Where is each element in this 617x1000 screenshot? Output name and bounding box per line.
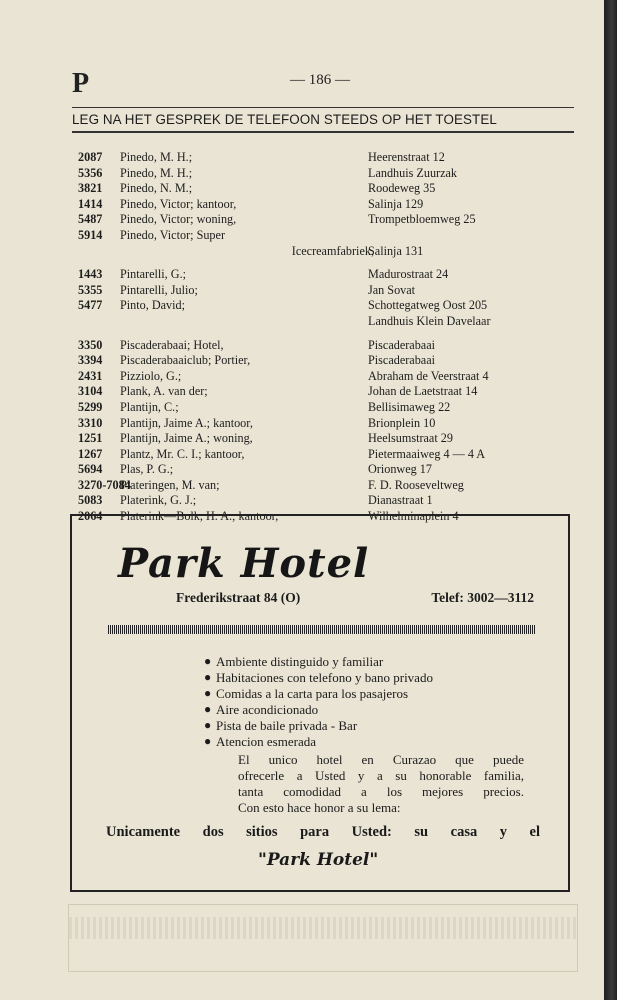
- subscriber-name: Pinedo, Victor; woning,: [120, 212, 237, 227]
- phone-number: 5355: [78, 282, 103, 297]
- feature-item: [204, 670, 433, 686]
- subscriber-name: Pintarelli, G.;: [120, 267, 187, 282]
- hotel-title: Park Hotel: [118, 540, 370, 587]
- hotel-tagline: Unicamente dos sitios para Usted: su casa y el: [106, 824, 540, 840]
- bullet-icon: ●: [204, 686, 212, 700]
- subscriber-address: Abraham de Veerstraat 4: [368, 368, 489, 383]
- blurb-line: Con esto hace honor a su lema:: [238, 800, 401, 815]
- subscriber-address: Roodeweg 35: [368, 181, 436, 196]
- bullet-icon: ●: [204, 670, 212, 684]
- hotel-blurb: [238, 752, 524, 816]
- phone-number: 5356: [78, 165, 103, 180]
- directory-row: [78, 462, 578, 478]
- book-spine: [604, 0, 617, 1000]
- phone-number: 1414: [78, 196, 103, 211]
- subscriber-address: Piscaderabaai: [368, 337, 435, 352]
- faint-bleedthrough-text: [69, 917, 577, 939]
- subscriber-address: Orionweg 17: [368, 462, 432, 477]
- directory-row: [78, 197, 578, 213]
- subscriber-name: Pinedo, Victor; kantoor,: [120, 196, 237, 211]
- subscriber-name: Pintarelli, Julio;: [120, 282, 198, 297]
- phone-number: 5914: [78, 227, 103, 242]
- feature-text: Ambiente distinguido y familiar: [216, 654, 384, 669]
- subscriber-name: Plantz, Mr. C. I.; kantoor,: [120, 446, 245, 461]
- directory-row: [78, 181, 578, 197]
- directory-row: [78, 353, 578, 369]
- directory-row: [78, 283, 578, 299]
- subscriber-address: Heerenstraat 12: [368, 150, 445, 164]
- subscriber-address: Schottegatweg Oost 205: [368, 298, 488, 313]
- directory-row: [78, 150, 578, 166]
- directory-row: [78, 267, 578, 283]
- phone-number: 2064: [78, 509, 103, 524]
- decorative-divider: [108, 625, 536, 634]
- rule-top: [72, 107, 574, 108]
- subscriber-address: Piscaderabaai: [368, 353, 435, 368]
- page-number: — 186 —: [290, 72, 350, 88]
- rule-bottom: [72, 131, 574, 133]
- subscriber-address: Salinja 131: [368, 243, 424, 258]
- section-letter: P: [72, 68, 90, 99]
- bullet-icon: ●: [204, 654, 212, 668]
- directory-row: [78, 431, 578, 447]
- feature-text: Comidas a la carta para los pasajeros: [216, 686, 409, 701]
- feature-item: [204, 702, 433, 718]
- blurb-line: ofrecerle a Usted y a su honorable familia,: [238, 768, 524, 783]
- feature-text: Habitaciones con telefono y bano privado: [216, 670, 433, 685]
- phone-number: 5487: [78, 212, 103, 227]
- subscriber-address: Brionplein 10: [368, 415, 436, 430]
- blurb-line: El unico hotel en Curazao que puede: [238, 752, 524, 767]
- hotel-signature: "Park Hotel": [258, 850, 379, 870]
- subscriber-name: Pinedo, M. H.;: [120, 165, 193, 180]
- feature-text: Pista de baile privada - Bar: [216, 718, 358, 733]
- phone-number: 1251: [78, 431, 103, 446]
- subscriber-name: Pizziolo, G.;: [120, 368, 182, 383]
- phone-number: 5299: [78, 399, 103, 414]
- directory-row: [78, 384, 578, 400]
- phone-number: 2087: [78, 150, 103, 164]
- phone-number: 3104: [78, 384, 103, 399]
- feature-item: [204, 686, 433, 702]
- subscriber-name: Platerink, G. J.;: [120, 493, 197, 508]
- faint-bleedthrough-box: [68, 904, 578, 972]
- hotel-phone: Telef: 3002—3112: [431, 590, 534, 605]
- park-hotel-advertisement: [70, 514, 570, 892]
- subscriber-name: Piscaderabaaiclub; Portier,: [120, 353, 251, 368]
- subscriber-name: Plas, P. G.;: [120, 462, 174, 477]
- subscriber-name: Piscaderabaai; Hotel,: [120, 337, 224, 352]
- directory-row: [78, 228, 578, 244]
- subscriber-name: Pinedo, M. H.;: [120, 150, 193, 164]
- feature-text: Atencion esmerada: [216, 734, 316, 749]
- subscriber-name: Pinedo, Victor; Super: [120, 227, 225, 242]
- subscriber-address: Dianastraat 1: [368, 493, 433, 508]
- subscriber-name: Platerink—Bolk, H. A.; kantoor,: [120, 509, 279, 524]
- feature-text: Aire acondicionado: [216, 702, 319, 717]
- subscriber-name: Plantijn, Jaime A.; woning,: [120, 431, 253, 446]
- directory-row: [78, 244, 578, 260]
- subscriber-address: Pietermaaiweg 4 — 4 A: [368, 446, 486, 461]
- subscriber-address: Landhuis Zuurzak: [368, 165, 458, 180]
- subscriber-name: Icecreamfabriek,: [291, 243, 374, 258]
- directory-row: [78, 478, 578, 494]
- bullet-icon: ●: [204, 702, 212, 716]
- phone-number: 2431: [78, 368, 103, 383]
- hotel-feature-list: [204, 654, 433, 750]
- phone-number: 3270-7084: [78, 477, 131, 492]
- subscriber-name: Plank, A. van der;: [120, 384, 208, 399]
- blurb-line: tanta comodidad a los mejores precios.: [238, 784, 524, 799]
- subscriber-address: F. D. Rooseveltweg: [368, 477, 464, 492]
- feature-item: [204, 718, 433, 734]
- phone-number: 3394: [78, 353, 103, 368]
- phone-number: 1443: [78, 267, 103, 282]
- subscriber-name: Pinto, David;: [120, 298, 186, 313]
- phone-number: 1267: [78, 446, 103, 461]
- phone-number: 3350: [78, 337, 103, 352]
- phone-number: 3310: [78, 415, 103, 430]
- directory-row: [78, 416, 578, 432]
- directory-row: [78, 369, 578, 385]
- feature-item: [204, 654, 433, 670]
- directory-row: [78, 338, 578, 354]
- feature-item: [204, 734, 433, 750]
- subscriber-address: Heelsumstraat 29: [368, 431, 453, 446]
- subscriber-address: Trompetbloemweg 25: [368, 212, 476, 227]
- bullet-icon: ●: [204, 734, 212, 748]
- subscriber-address: Johan de Laetstraat 14: [368, 384, 478, 399]
- bullet-icon: ●: [204, 718, 212, 732]
- phone-number: 5694: [78, 462, 103, 477]
- subscriber-address: Landhuis Klein Davelaar: [368, 313, 491, 328]
- subscriber-address: Jan Sovat: [368, 282, 416, 297]
- hotel-address: Frederikstraat 84 (O): [176, 590, 301, 605]
- subscriber-name: Plateringen, M. van;: [120, 477, 220, 492]
- running-headline: LEG NA HET GESPREK DE TELEFOON STEEDS OP HET TOESTEL: [72, 112, 497, 127]
- phone-number: 3821: [78, 181, 103, 196]
- subscriber-name: Plantijn, C.;: [120, 399, 179, 414]
- directory-row: [78, 447, 578, 463]
- directory-row: [78, 314, 578, 330]
- subscriber-address: Bellisimaweg 22: [368, 399, 451, 414]
- subscriber-name: Plantijn, Jaime A.; kantoor,: [120, 415, 253, 430]
- subscriber-name: Pinedo, N. M.;: [120, 181, 193, 196]
- phone-number: 5477: [78, 298, 103, 313]
- directory-row: [78, 298, 578, 314]
- directory-row: [78, 212, 578, 228]
- directory-row: [78, 493, 578, 509]
- directory-row: [78, 400, 578, 416]
- subscriber-address: Wilhelminaplein 4: [368, 509, 459, 524]
- phone-number: 5083: [78, 493, 103, 508]
- directory-entries: [78, 150, 578, 525]
- directory-row: [78, 166, 578, 182]
- subscriber-address: Salinja 129: [368, 196, 424, 211]
- subscriber-address: Madurostraat 24: [368, 267, 449, 282]
